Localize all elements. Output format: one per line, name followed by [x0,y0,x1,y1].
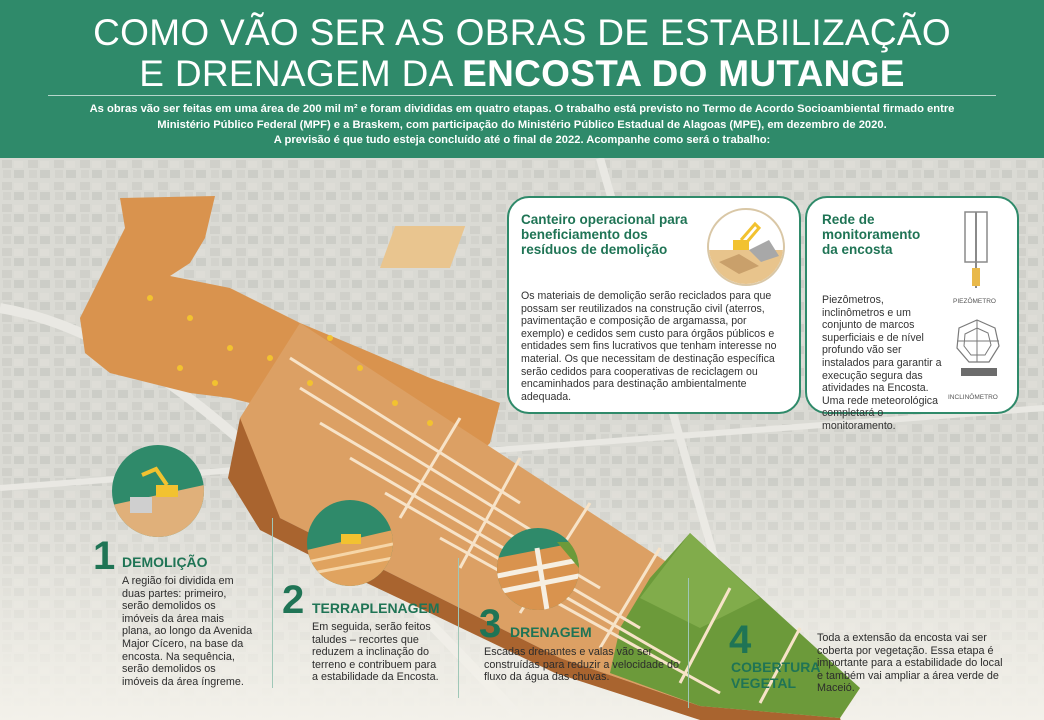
inclinometro-label: INCLINÔMETRO [948,394,998,401]
canteiro-panel [507,196,801,414]
step-divider [458,558,459,698]
terraplenagem-icon [307,500,393,586]
step-divider [688,578,689,708]
step2-text: Em seguida, serão feitos taludes – recortes que reduzem a inclinação do terreno e contribuem para a estabilidade da Encosta. [312,621,439,684]
step4-title [731,659,820,691]
excavator-icon [709,210,785,286]
step3-illustration [497,528,579,610]
header-divider [48,95,996,96]
step4-title-line2: VEGETAL [731,675,797,691]
page-title [0,12,1044,94]
demolition-excavator-icon [112,445,204,537]
title-line-2-bold: ENCOSTA DO MUTANGE [462,53,905,94]
drenagem-icon [497,528,579,610]
monitoramento-title: Rede de monitoramento da encosta [822,212,921,257]
step3-title: DRENAGEM [510,624,592,640]
header-banner [0,0,1044,158]
canteiro-text: Os materiais de demolição serão reciclados para que possam ser reutilizados na construção civil (aterros, pavimentação e composição de argamassa, por exemplo) e cedidos sem custo para órgãos públicos e entidades sem fins lucrativos que tenham interesse no material. Os que necessitam de destinação específica serão cedidos para cooperativas de reciclagem ou encaminhados para destinação ambientalmente adequada. [521,290,777,403]
aerial-scene [0,158,1044,720]
step2-number: 2 [282,578,305,622]
monitoramento-text: Piezômetros, inclinômetros e um conjunto de marcos superficiais e de nível profundo vão ser instalados para garantir a execução segura das atividades na Encosta. Uma rede meteorológica completará o monitoramento. [822,294,942,432]
canteiro-illustration [707,208,785,286]
title-line-1: COMO VÃO SER AS OBRAS DE ESTABILIZAÇÃO [93,12,951,53]
title-line-2-normal: E DRENAGEM DA [139,53,463,94]
intro-text [70,102,974,149]
step1-illustration [112,445,204,537]
canteiro-title: Canteiro operacional para beneficiamento dos resíduos de demolição [521,212,688,257]
step1-number: 1 [93,534,116,578]
piezometro-label: PIEZÔMETRO [953,298,996,305]
intro-line-2: Ministério Público Federal (MPF) e a Braskem, com participação do Ministério Público Estadual de Alagoas (MPE), em dezembro de 2020. [157,118,887,131]
piezometer-icon [965,212,987,288]
step4-title-line1: COBERTURA [731,659,821,675]
step4-number: 4 [729,618,752,662]
step1-title: DEMOLIÇÃO [122,554,208,570]
step-divider [272,518,273,688]
step1-text: A região foi dividida em duas partes: primeiro, serão demolidos os imóveis da área mais plana, ao longo da Avenida Major Cícero, na base da encosta. Na sequência, serão demolidos os imóveis da área íngreme. [122,575,253,688]
inclinometer-icon [957,320,999,376]
intro-line-3: A previsão é que tudo esteja concluído até o final de 2022. Acompanhe como será o trabalho: [273,134,771,146]
step3-text: Escadas drenantes e valas vão ser construídas para reduzir a velocidade do fluxo da água das chuvas. [484,646,680,684]
step4-text: Toda a extensão da encosta vai ser coberta por vegetação. Essa etapa é importante para a estabilidade do local e também vai ampliar a área verde de Maceió. [817,632,1003,695]
step3-number: 3 [479,602,502,646]
step2-illustration [307,500,393,586]
title-line-2 [0,53,1044,94]
intro-line-1: As obras vão ser feitas em uma área de 200 mil m² e foram divididas em quatro etapas. O trabalho está previsto no Termo de Acordo Socioambiental firmado entre [89,103,955,115]
step2-title: TERRAPLENAGEM [312,600,440,616]
monitoramento-panel [805,196,1019,432]
